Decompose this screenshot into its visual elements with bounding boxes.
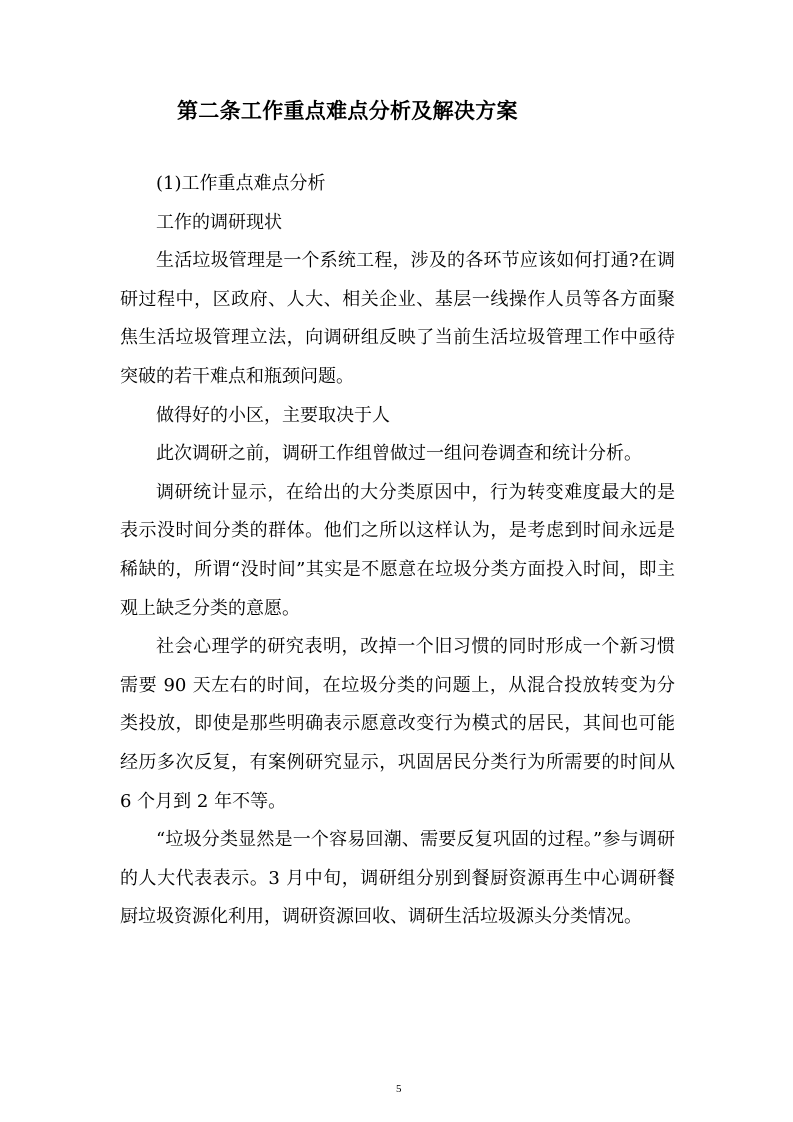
page-number: 5 [396, 1083, 402, 1095]
paragraph-system-engineering: 生活垃圾管理是一个系统工程，涉及的各环节应该如何打通?在调研过程中，区政府、人大、相关企业、基层一线操作人员等各方面聚焦生活垃圾管理立法，向调研组反映了当前生活垃圾管理工作中亟待突破的若干难点和瓶颈问题。 [120, 250, 675, 387]
paragraph-statistics: 调研统计显示，在给出的大分类原因中，行为转变难度最大的是表示没时间分类的群体。他们之所以这样认为，是考虑到时间永远是稀缺的，所谓“没时间”其实是不愿意在垃圾分类方面投入时间，即主观上缺乏分类的意愿。 [120, 481, 675, 619]
paragraph-social-psychology: 社会心理学的研究表明，改掉一个旧习惯的同时形成一个新习惯需要 90 天左右的时间，在垃圾分类的问题上，从混合投放转变为分类投放，即使是那些明确表示愿意改变行为模式的居民，其间也可能经历多次反复，有案例研究显示，巩固居民分类行为所需要的时间从 6 个月到 2 年不等。 [120, 636, 675, 812]
document-body [120, 165, 675, 937]
document-title: 第二条工作重点难点分析及解决方案 [177, 98, 518, 123]
paragraph-survey: 此次调研之前，调研工作组曾做过一组问卷调查和统计分析。 [156, 443, 642, 465]
section-heading: (1)工作重点难点分析 [156, 173, 326, 194]
subheading-good-communities: 做得好的小区，主要取决于人 [156, 404, 390, 426]
subheading-research-status: 工作的调研现状 [156, 211, 282, 233]
paragraph-representative-quote: “垃圾分类显然是一个容易回潮、需要反复巩固的过程。”参与调研的人大代表表示。3 月中旬，调研组分别到餐厨资源再生中心调研餐厨垃圾资源化利用，调研资源回收、调研生活垃圾源头分类情况。 [120, 829, 675, 928]
